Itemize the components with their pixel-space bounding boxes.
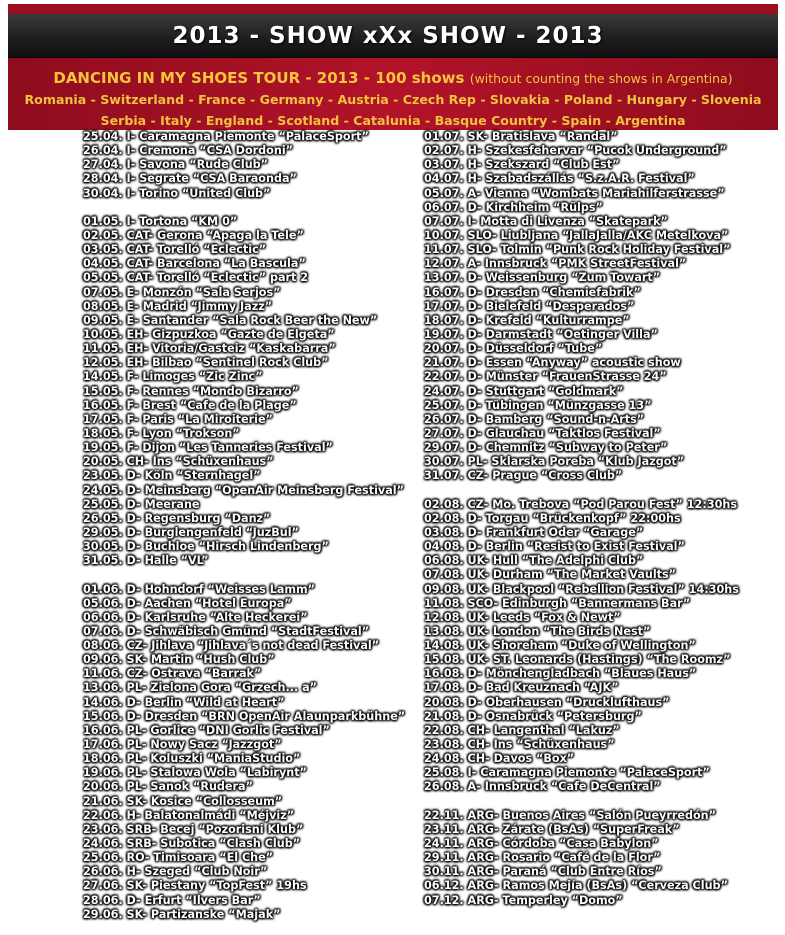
show-entry: 02.08. D- Torgau “Brückenkopf” 22:00hs: [424, 511, 681, 525]
show-entry: 07.12. ARG- Temperley “Domo”: [424, 893, 623, 907]
show-entry: 20.07. D- Düsseldorf “Tube”: [424, 342, 603, 356]
show-entry: 16.06. PL- Gorlice “DNI Gorlic Festival”: [83, 723, 330, 737]
title-bar: [8, 14, 778, 58]
show-entry: 26.05. D- Regensburg “Danz”: [83, 511, 271, 525]
show-entry: 30.05. D- Buchloe “Hirsch Lindenberg”: [83, 540, 329, 554]
show-entry: 13.07. D- Weissenburg “Zum Towart”: [424, 271, 661, 285]
show-entry: 24.11. ARG- Córdoba “Casa Babylon”: [424, 837, 659, 851]
show-entry: 29.11. ARG- Rosario “Café de la Flor”: [424, 851, 661, 865]
show-entry: 24.06. SRB- Subotica “Clash Club”: [83, 837, 301, 851]
show-entry: 07.08. UK- Durham “The Market Vaults”: [424, 568, 677, 582]
show-entry: 26.04. I- Cremona “CSA Dordoni”: [83, 144, 294, 158]
show-entry: 20.05. CH- Ins “Schüxenhaus”: [83, 455, 274, 469]
show-entry: 31.07. CZ- Prague “Cross Club”: [424, 469, 623, 483]
show-entry: 12.07. A- Innsbruck “PMK StreetFestival”: [424, 257, 687, 271]
show-entry: 03.08. D- Frankfurt Oder “Garage”: [424, 525, 644, 539]
show-entry: 04.05. CAT- Barcelona “La Bascula”: [83, 257, 306, 271]
show-entry: 06.06. D- Karlsruhe “Alte Heckerei”: [83, 610, 308, 624]
show-entry: 22.06. H- Balatonalmádi “Méjviz”: [83, 808, 295, 822]
show-entry: 19.07. D- Darmstadt “Oetinger Villa”: [424, 327, 658, 341]
show-entry: 25.08. I- Caramagna Piemonte “PalaceSport”: [424, 766, 710, 780]
show-entry: 11.06. CZ- Ostrava “Barrak”: [83, 667, 262, 681]
show-entry: 17.06. PL- Nowy Sacz “Jazzgot”: [83, 738, 282, 752]
group-spacer: [424, 484, 739, 498]
countries-line-2: Serbia - Italy - England - Scotland - Catalunia - Basque Country - Spain - Argentina: [100, 113, 686, 128]
show-entry: 05.07. A- Vienna “Wombats Mariahilferstrasse”: [424, 186, 725, 200]
show-entry: 25.06. RO- Timisoara “El Che”: [83, 851, 274, 865]
show-entry: 15.06. D- Dresden “BRN OpenAir Alaunparkbühne”: [83, 709, 406, 723]
show-entry: 06.07. D- Kirchheim “Rülps”: [424, 200, 603, 214]
show-entry: 21.08. D- Osnabrück “Petersburg”: [424, 709, 642, 723]
show-entry: 26.06. H- Szeged “Club Noir”: [83, 865, 268, 879]
show-entry: 22.11. ARG- Buenos Aires “Salón Pueyrredón”: [424, 808, 716, 822]
show-entry: 07.06. D- Schwäbisch Gmünd “StadtFestival”: [83, 624, 370, 638]
show-entry: 09.08. UK- Blackpool “Rebellion Festival” 14:30hs: [424, 582, 739, 596]
show-entry: 02.07. H- Szekesfehervar “Pucok Underground”: [424, 144, 727, 158]
show-entry: 08.05. E- Madrid “Jimmy Jazz”: [83, 299, 273, 313]
group-spacer: [83, 201, 405, 215]
show-entry: 15.08. UK- ST. Leonards (Hastings) “The Roomz”: [424, 653, 731, 667]
show-entry: 19.06. PL- Stalowa Wola “Labirynt”: [83, 766, 307, 780]
show-entry: 04.08. D- Berlin “Resist to Exist Festival”: [424, 540, 685, 554]
show-entry: 22.07. D- Münster “FrauenStrasse 24”: [424, 370, 667, 384]
right-show-column: [424, 130, 739, 908]
show-entry: 12.05. EH- Bilbao “Sentinel Rock Club”: [83, 356, 329, 370]
show-entry: 18.07. D- Krefeld “Kulturrampe”: [424, 313, 630, 327]
show-entry: 28.04. I- Segrate “CSA Baraonda”: [83, 172, 297, 186]
countries-line-1: Romania - Switzerland - France - Germany - Austria - Czech Rep - Slovakia - Poland - Hungary - Slovenia: [24, 92, 762, 107]
left-show-column: [83, 130, 405, 922]
top-red-strip: [8, 4, 778, 14]
show-entry: 13.08. UK- London “The Birds Nest”: [424, 624, 651, 638]
tour-headline: DANCING IN MY SHOES TOUR - 2013 - 100 shows: [53, 69, 465, 87]
show-entry: 14.05. F- Limoges “Zic Zinc”: [83, 370, 263, 384]
show-entry: 28.06. D- Erfurt “Ilvers Bar”: [83, 893, 261, 907]
tour-headline-line: [8, 69, 778, 87]
show-entry: 05.06. D- Aachen “Hotel Europa”: [83, 596, 292, 610]
show-entry: 27.04. I- Savona “Rude Club”: [83, 158, 269, 172]
show-entry: 07.07. I- Motta di Livenza “Skatepark”: [424, 214, 668, 228]
show-entry: 13.06. PL- Zielona Gora “Grzech... a”: [83, 681, 317, 695]
show-entry: 22.08. CH- Langenthal “Lakuz”: [424, 723, 620, 737]
page-title: 2013 - SHOW xXx SHOW - 2013: [172, 22, 604, 49]
show-entry: 29.07. D- Chemnitz “Subway to Peter”: [424, 441, 668, 455]
show-entry: 14.06. D- Berlin “Wild at Heart”: [83, 695, 285, 709]
show-entry: 17.05. F- Paris “La Miroiterie”: [83, 412, 273, 426]
show-entry: 24.05. D- Meinsberg “OpenAir Meinsberg Festival”: [83, 483, 404, 497]
show-entry: 11.08. SCO- Edinburgh “Bannermans Bar”: [424, 596, 691, 610]
show-entry: 25.05. D- Meerane: [83, 497, 200, 511]
show-entry: 10.05. EH- Gizpuzkoa “Gazte de Elgeta”: [83, 327, 335, 341]
show-entry: 06.08. UK- Hull “The Adelphi Club”: [424, 554, 644, 568]
show-entry: 16.07. D- Dresden “Chemiefabrik”: [424, 285, 641, 299]
show-entry: 14.08. UK- Shoreham “Duke of Wellington”: [424, 639, 696, 653]
show-entry: 29.05. D- Burglengenfeld “JuzBul”: [83, 525, 299, 539]
show-entry: 23.08. CH- Ins “Schüxenhaus”: [424, 738, 615, 752]
show-entry: 10.07. SLO- Liubljana “JallaJalla/AKC Metelkova”: [424, 228, 729, 242]
show-entry: 27.06. SK- Piestany “TopFest” 19hs: [83, 879, 307, 893]
group-spacer: [83, 568, 405, 582]
show-entry: 01.06. D- Hohndorf “Weisses Lamm”: [83, 582, 316, 596]
group-spacer: [424, 795, 739, 809]
show-entry: 03.07. H- Szekszard “Club Est”: [424, 158, 620, 172]
show-entry: 26.07. D- Bamberg “Sound-n-Arts”: [424, 412, 645, 426]
show-entry: 17.08. D- Bad Kreuznach “AJK”: [424, 681, 619, 695]
show-entry: 16.05. F- Brest “Cafe de la Plage”: [83, 398, 297, 412]
show-entry: 30.04. I- Torino “United Club”: [83, 186, 271, 200]
show-entry: 17.07. D- Bielefeld “Desperados”: [424, 299, 635, 313]
show-entry: 02.08. CZ- Mo. Trebova “Pod Parou Fest” 12:30hs: [424, 497, 738, 511]
show-entry: 09.05. E- Santander “Sala Rock Beer the New”: [83, 313, 378, 327]
show-entry: 24.07. D- Stuttgart “Goldmark”: [424, 384, 624, 398]
show-entry: 21.07. D- Essen “Anyway” acoustic show: [424, 356, 681, 370]
show-entry: 01.07. SK- Bratislava “Randal”: [424, 130, 618, 143]
show-entry: 07.05. E- Monzón “Sala Serjos”: [83, 285, 281, 299]
show-entry: 20.08. D- Oberhausen “Drucklufthaus”: [424, 695, 670, 709]
show-entry: 23.05. D- Köln “Sternhagel”: [83, 469, 261, 483]
tour-banner: [8, 58, 778, 130]
show-entry: 02.05. CAT- Gerona “Apaga la Tele”: [83, 228, 304, 242]
show-entry: 06.12. ARG- Ramos Mejía (BsAs) “Cerveza Club”: [424, 879, 728, 893]
show-entry: 30.07. PL- Sklarska Poreba “Klub Jazgot”: [424, 455, 685, 469]
show-entry: 15.05. F- Rennes “Mondo Bizarro”: [83, 384, 299, 398]
show-entry: 12.08. UK- Leeds “Fox & Newt”: [424, 610, 621, 624]
show-entry: 18.05. F- Lyon “Trokson”: [83, 426, 240, 440]
show-entry: 09.06. SK- Martin “Hush Club”: [83, 653, 275, 667]
show-entry: 01.05. I- Tortona “KM 0”: [83, 214, 238, 228]
show-entry: 26.08. A- Innsbruck “Cafe DeCentral”: [424, 780, 661, 794]
show-entry: 31.05. D- Halle “VL”: [83, 554, 209, 568]
show-entry: 27.07. D- Glauchau “Taktlos Festival”: [424, 426, 661, 440]
show-entry: 24.08. CH- Davos “Box”: [424, 752, 575, 766]
show-entry: 04.07. H- Szabadszállás “S.z.A.R. Festival”: [424, 172, 695, 186]
show-entry: 19.05. F- Dijon “Les Tanneries Festival”: [83, 441, 333, 455]
show-entry: 23.06. SRB- Becej “Pozorisni Klub”: [83, 822, 304, 836]
show-entry: 25.07. D- Tübingen “Münzgasse 13”: [424, 398, 652, 412]
show-entry: 05.05. CAT- Torelló “Eclectic” part 2: [83, 271, 309, 285]
show-entry: 21.06. SK- Kosice “Collosseum”: [83, 794, 283, 808]
show-entry: 03.05. CAT- Torelló “Eclectic”: [83, 243, 267, 257]
show-entry: 23.11. ARG- Zárate (BsAs) “SuperFreak”: [424, 822, 680, 836]
show-entry: 30.11. ARG- Paraná “Club Entre Ríos”: [424, 865, 662, 879]
show-entry: 20.06. PL- Sanok “Rudera”: [83, 780, 253, 794]
show-entry: 11.07. SLO- Tolmin “Punk Rock Holiday Festival”: [424, 243, 731, 257]
show-entry: 18.06. PL- Koluszki “ManiaStudio”: [83, 752, 301, 766]
show-entry: 16.08. D- Mönchengladbach “Blaues Haus”: [424, 667, 697, 681]
show-entry: 11.05. EH- Vitoria/Gasteiz “Kaskabarra”: [83, 342, 336, 356]
show-entry: 08.06. CZ- Jihlava “Jihlava´s not dead Festival”: [83, 639, 380, 653]
show-entry: 25.04. I- Caramagna Piemonte “PalaceSport”: [83, 130, 369, 143]
show-entry: 29.06. SK- Partizanske “Majak”: [83, 907, 281, 921]
tour-note: (without counting the shows in Argentina): [469, 71, 733, 86]
